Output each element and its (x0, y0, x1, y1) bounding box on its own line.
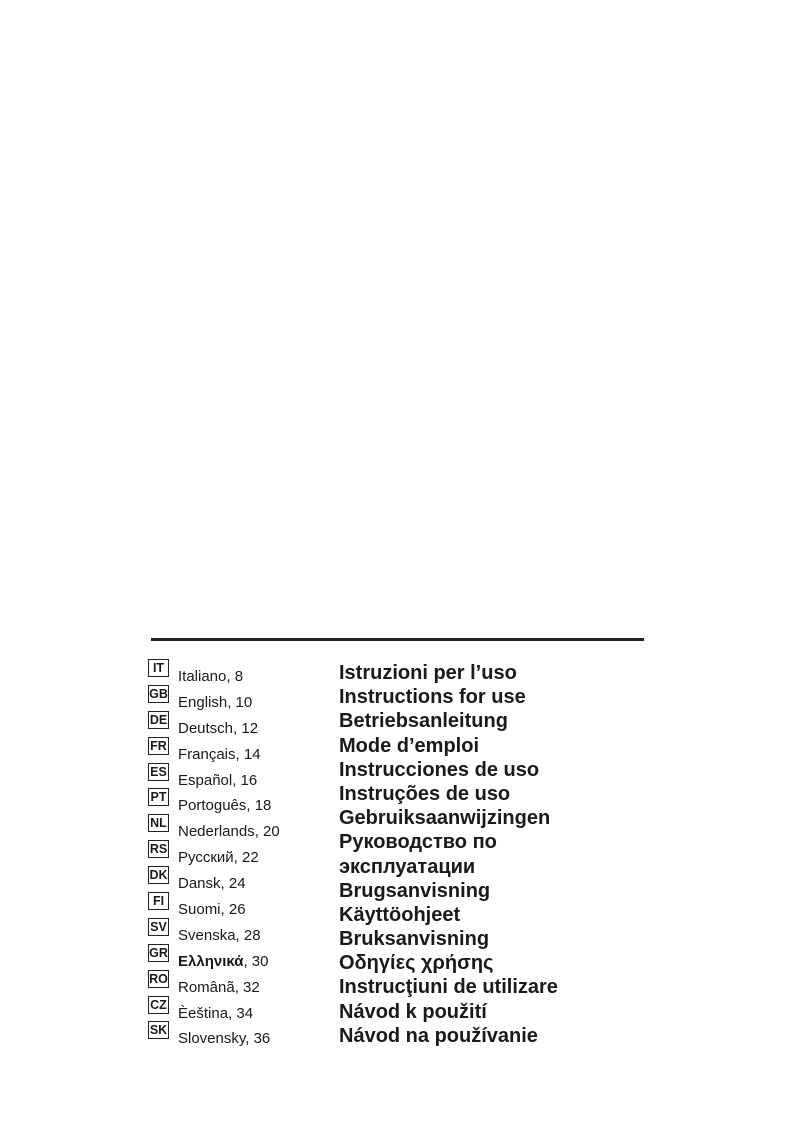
language-code: SV (148, 918, 169, 936)
language-name: Français, 14 (178, 745, 261, 763)
language-name: Italiano, 8 (178, 668, 244, 685)
language-code: NL (148, 814, 169, 832)
language-name: Dansk, 24 (178, 875, 246, 893)
title-it: Istruzioni per l’uso (339, 662, 517, 684)
language-item-cz (148, 996, 328, 1022)
language-name: Nederlands, 20 (178, 823, 280, 841)
title-gb: Instructions for use (339, 686, 526, 709)
language-name: Español, 16 (178, 771, 258, 789)
horizontal-rule (151, 638, 644, 641)
language-name: Deutsch, 12 (178, 719, 259, 737)
language-name: Românã, 32 (178, 978, 260, 996)
language-item-fr (148, 737, 328, 763)
title-fr: Mode d’emploi (339, 734, 479, 757)
language-code: FI (148, 892, 169, 910)
manual-titles (339, 661, 558, 1048)
language-code: SK (149, 1023, 168, 1038)
language-code: PT (148, 788, 169, 806)
language-code: GR (149, 945, 168, 960)
title-dk: Brugsanvisning (339, 879, 491, 902)
language-item-nl (148, 814, 328, 840)
language-code: RS (149, 842, 168, 857)
language-code: IT (148, 659, 169, 677)
language-item-dk (148, 866, 328, 892)
title-es: Instrucciones de uso (339, 758, 540, 781)
title-fi: Käyttöohjeet (339, 903, 461, 926)
language-item-gr (148, 944, 328, 970)
title-sv: Bruksanvisning (339, 928, 490, 951)
language-page-number: , 30 (243, 952, 269, 970)
language-item-es (148, 763, 328, 789)
language-name (178, 953, 268, 971)
title-rs-line1: Руководство по (339, 831, 497, 854)
language-name: Русский, 22 (178, 849, 259, 867)
language-code: CZ (148, 996, 169, 1014)
language-code: RO (149, 971, 168, 986)
title-rs-line2: эксплуатации (339, 855, 476, 878)
language-name: Slovensky, 36 (178, 1030, 271, 1048)
language-name: Èeština, 34 (178, 1004, 254, 1022)
language-name: English, 10 (178, 693, 253, 711)
language-item-rs (148, 840, 328, 866)
title-ro: Instrucţiuni de utilizare (339, 976, 558, 999)
language-code: FR (148, 737, 169, 755)
language-item-de (148, 711, 328, 737)
title-gr: Οδηγίες χρήσης (339, 952, 494, 975)
language-name: Svenska, 28 (178, 926, 261, 944)
language-item-fi (148, 892, 328, 918)
title-sk: Návod na používanie (339, 1024, 538, 1047)
language-index (148, 659, 328, 1047)
language-name-greek: Ελληνικά (178, 952, 244, 970)
language-code: GB (149, 686, 168, 701)
language-code: DK (149, 868, 168, 883)
language-code: ES (148, 763, 169, 781)
language-item-ro (148, 970, 328, 996)
title-cz: Návod k použití (339, 1000, 487, 1023)
title-de: Betriebsanleitung (339, 710, 508, 733)
title-pt: Instruções de uso (339, 782, 511, 805)
language-name: Suomi, 26 (178, 901, 246, 919)
title-nl: Gebruiksaanwijzingen (339, 807, 551, 830)
language-code: DE (149, 712, 168, 727)
language-item-sv (148, 918, 328, 944)
language-item-sk (148, 1021, 328, 1047)
language-item-pt (148, 788, 328, 814)
language-item-gb (148, 685, 328, 711)
language-item-it (148, 659, 328, 685)
language-name: Portoguês, 18 (178, 797, 272, 815)
